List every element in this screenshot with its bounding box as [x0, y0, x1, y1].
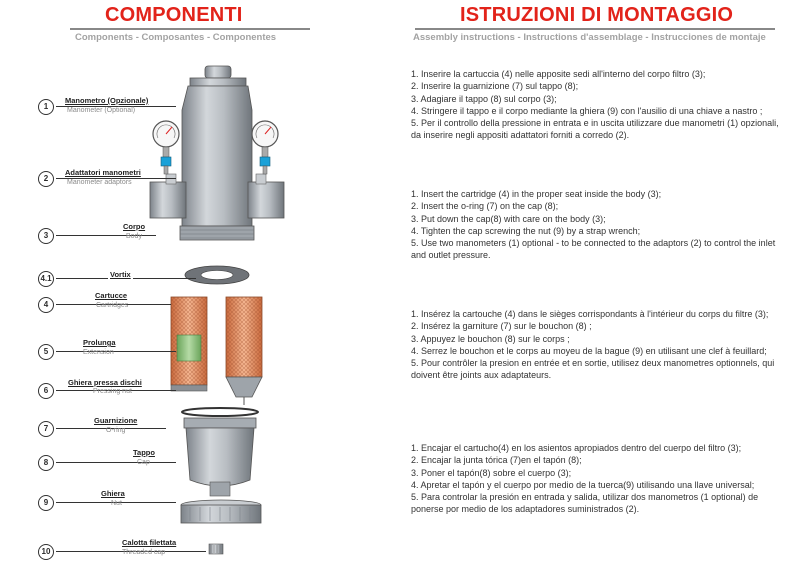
- component-number: 8: [38, 455, 54, 471]
- instruction-step: 5. Pour contrôler la presion en entrée et en sortie, utilisez deux manometres optionnels, qui doivent être joints aux adaptateurs.: [411, 358, 775, 381]
- component-5: [38, 338, 168, 371]
- component-label: Cartucce: [95, 291, 128, 300]
- instructions-italian: [411, 68, 786, 142]
- o-ring: [182, 408, 258, 416]
- component-number: 9: [38, 495, 54, 511]
- instruction-step: 4. Stringere il tappo e il corpo mediante la ghiera (9) con l'ausilio di una chiave a nastro ;: [411, 105, 763, 116]
- instructions-french: [411, 308, 786, 382]
- instruction-step: 2. Encajar la junta tórica (7)en el tapón (8);: [411, 455, 582, 466]
- component-label: Calotta filettata: [122, 538, 177, 547]
- component-number: 4.1: [38, 271, 54, 287]
- instruction-step: 5. Per il controllo della pressione in entrata e in uscita utilizzare due manometri (1) opzionali, da inserire negli appositi adattatori forniti a corredo (2).: [411, 118, 779, 141]
- component-8: [38, 448, 168, 482]
- instruction-step: 3. Appuyez le bouchon (8) sur le corps ;: [411, 333, 570, 344]
- component-label-en: Nut: [111, 500, 122, 507]
- component-10: [38, 538, 177, 571]
- component-7: [38, 418, 168, 448]
- component-label: Ghiera pressa dischi: [68, 378, 142, 387]
- component-label-en: Cartridges: [96, 302, 129, 309]
- component-number: 3: [38, 228, 54, 244]
- assembly-subtitle: Assembly instructions - Instructions d'assemblage - Instrucciones de montaje: [413, 32, 766, 43]
- component-label: Prolunga: [83, 338, 116, 347]
- component-label-en: Manometer (Optional): [67, 107, 136, 114]
- component-label: Ghiera: [101, 489, 125, 498]
- component-4: [38, 291, 168, 324]
- component-label-en: Manometer adaptors: [67, 179, 132, 186]
- component-label: Vortix: [110, 270, 131, 279]
- component-label-en: Extension: [83, 349, 114, 356]
- instruction-step: 4. Serrez le bouchon et le corps au moyeu de la bague (9) en utilisant une clef à feuillard;: [411, 345, 767, 356]
- component-number: 6: [38, 383, 54, 399]
- cartridge-right: [226, 297, 262, 405]
- instructions-spanish: [411, 442, 786, 516]
- component-label-en: Cap: [137, 459, 150, 466]
- instruction-step: 2. Inserire la guarnizione (7) sul tappo (8);: [411, 81, 579, 92]
- instruction-step: 5. Use two manometers (1) optional - to be connected to the adaptors (2) to control the inlet and outlet pressure.: [411, 238, 776, 261]
- instruction-step: 3. Poner el tapón(8) sobre el cuerpo (3);: [411, 467, 572, 478]
- manometer-right-icon: [252, 121, 278, 174]
- component-1: [38, 96, 168, 126]
- components-subtitle: Components - Composantes - Componentes: [75, 32, 277, 43]
- component-number: 4: [38, 297, 54, 313]
- component-number: 7: [38, 421, 54, 437]
- filter-cap-bowl: [184, 418, 256, 496]
- threaded-cap-small: [209, 544, 223, 554]
- instruction-step: 2. Insérez la garniture (7) sur le bouchon (8) ;: [411, 321, 592, 332]
- component-number: 1: [38, 99, 54, 115]
- component-label: Manometro (Opzionale): [65, 96, 149, 105]
- component-6: [38, 380, 168, 410]
- component-number: 10: [38, 544, 54, 560]
- instruction-step: 2. Insert the o-ring (7) on the cap (8);: [411, 201, 559, 212]
- instruction-step: 5. Para controlar la presión en entrada y salida, utilizar dos manometros (1 optional) de ponerse por medio de los adaptadores suministrados (2).: [411, 492, 759, 515]
- component-number: 2: [38, 171, 54, 187]
- component-number: 5: [38, 344, 54, 360]
- instruction-step: 3. Put down the cap(8) with care on the body (3);: [411, 213, 606, 224]
- manometer-left-icon: [153, 121, 179, 174]
- component-label: Tappo: [133, 448, 155, 457]
- assembly-title: ISTRUZIONI DI MONTAGGIO: [460, 4, 734, 26]
- instruction-step: 1. Inserire la cartuccia (4) nelle apposite sedi all'interno del corpo filtro (3);: [411, 69, 706, 79]
- threaded-nut: [181, 500, 261, 523]
- components-title: COMPONENTI: [105, 4, 243, 26]
- component-label-en: Pressing nut: [93, 388, 132, 395]
- instruction-step: 1. Insert the cartridge (4) in the proper seat inside the body (3);: [411, 189, 662, 199]
- leader-line: [56, 351, 176, 352]
- instruction-step: 1. Encajar el cartucho(4) en los asientos apropiados dentro del cuerpo del filtro (3);: [411, 443, 742, 453]
- component-2: [38, 168, 168, 198]
- cartridge-with-extension: [171, 297, 207, 391]
- vortix-ring: [185, 266, 249, 284]
- instruction-step: 1. Insérez la cartouche (4) dans le sièges corrispondants à l'intérieur du corps du filtre (3);: [411, 309, 769, 319]
- instruction-step: 4. Apretar el tapón y el cuerpo por medio de la tuerca(9) utilisando una llave universal;: [411, 479, 755, 490]
- leader-line: [56, 462, 176, 463]
- component-3: [38, 222, 168, 255]
- component-label-en: O-ring: [106, 427, 126, 434]
- component-label: Guarnizione: [94, 416, 138, 425]
- component-label-en: Threaded cap: [122, 549, 166, 556]
- component-label-en: Body: [126, 233, 142, 240]
- component-label: Corpo: [123, 222, 146, 231]
- instructions-english: [411, 188, 786, 262]
- instruction-step: 4. Tighten the cap screwing the nut (9) by a strap wrench;: [411, 225, 641, 236]
- instruction-step: 3. Adagiare il tappo (8) sul corpo (3);: [411, 93, 557, 104]
- assembly-title-rule: [415, 28, 775, 30]
- component-9: [38, 489, 168, 522]
- component-label: Adattatori manometri: [65, 168, 141, 177]
